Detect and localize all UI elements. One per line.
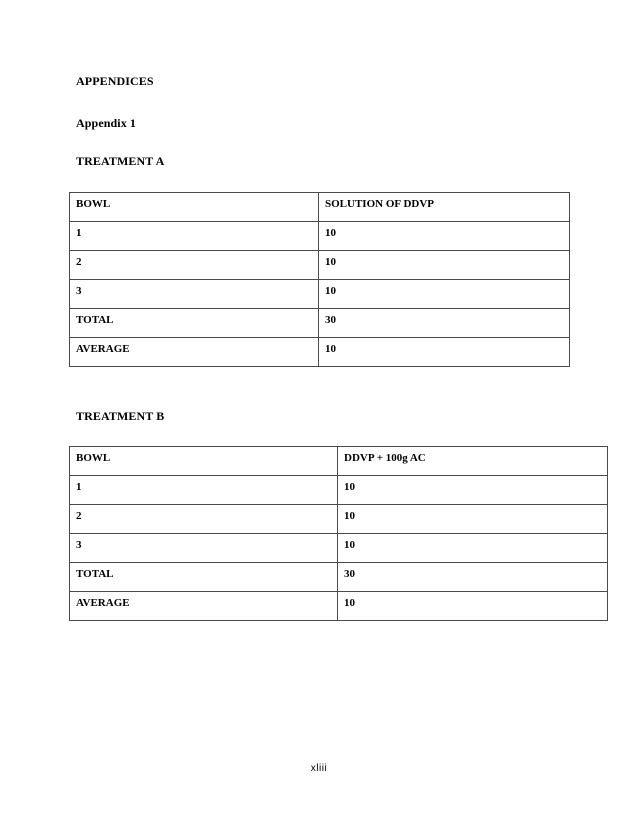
table-cell: TOTAL: [70, 563, 338, 592]
table-row: [70, 280, 570, 309]
table-cell: 10: [338, 534, 608, 563]
table-cell: 30: [338, 563, 608, 592]
table-header-row: [70, 193, 570, 222]
page-number: xliii: [310, 763, 328, 774]
table-cell: 3: [70, 280, 319, 309]
table-cell: 10: [319, 222, 570, 251]
appendix-label: Appendix 1: [76, 116, 137, 130]
table-cell: AVERAGE: [70, 338, 319, 367]
header-cell: BOWL: [70, 193, 319, 222]
table-row: [70, 476, 608, 505]
table-cell: 1: [70, 222, 319, 251]
table-cell: 3: [70, 534, 338, 563]
treatment-a-table: [69, 192, 570, 367]
table-cell: 1: [70, 476, 338, 505]
table-cell: TOTAL: [70, 309, 319, 338]
treatment-b-table: [69, 446, 608, 621]
table-cell: 10: [319, 251, 570, 280]
table-cell: 30: [319, 309, 570, 338]
treatment-b-title: TREATMENT B: [76, 409, 165, 423]
table-row: [70, 592, 608, 621]
table-cell: 10: [319, 338, 570, 367]
table-row: [70, 338, 570, 367]
table-row: [70, 251, 570, 280]
table-cell: 10: [319, 280, 570, 309]
table-cell: AVERAGE: [70, 592, 338, 621]
header-cell: SOLUTION OF DDVP: [319, 193, 570, 222]
section-title: APPENDICES: [76, 74, 154, 88]
table-cell: 10: [338, 476, 608, 505]
table-row: [70, 534, 608, 563]
table-header-row: [70, 447, 608, 476]
treatment-a-title: TREATMENT A: [76, 154, 165, 168]
table-cell: 2: [70, 251, 319, 280]
table-row: [70, 309, 570, 338]
table-cell: 10: [338, 505, 608, 534]
table-cell: 2: [70, 505, 338, 534]
table-row: [70, 505, 608, 534]
table-row: [70, 222, 570, 251]
header-cell: DDVP + 100g AC: [338, 447, 608, 476]
table-cell: 10: [338, 592, 608, 621]
table-row: [70, 563, 608, 592]
header-cell: BOWL: [70, 447, 338, 476]
